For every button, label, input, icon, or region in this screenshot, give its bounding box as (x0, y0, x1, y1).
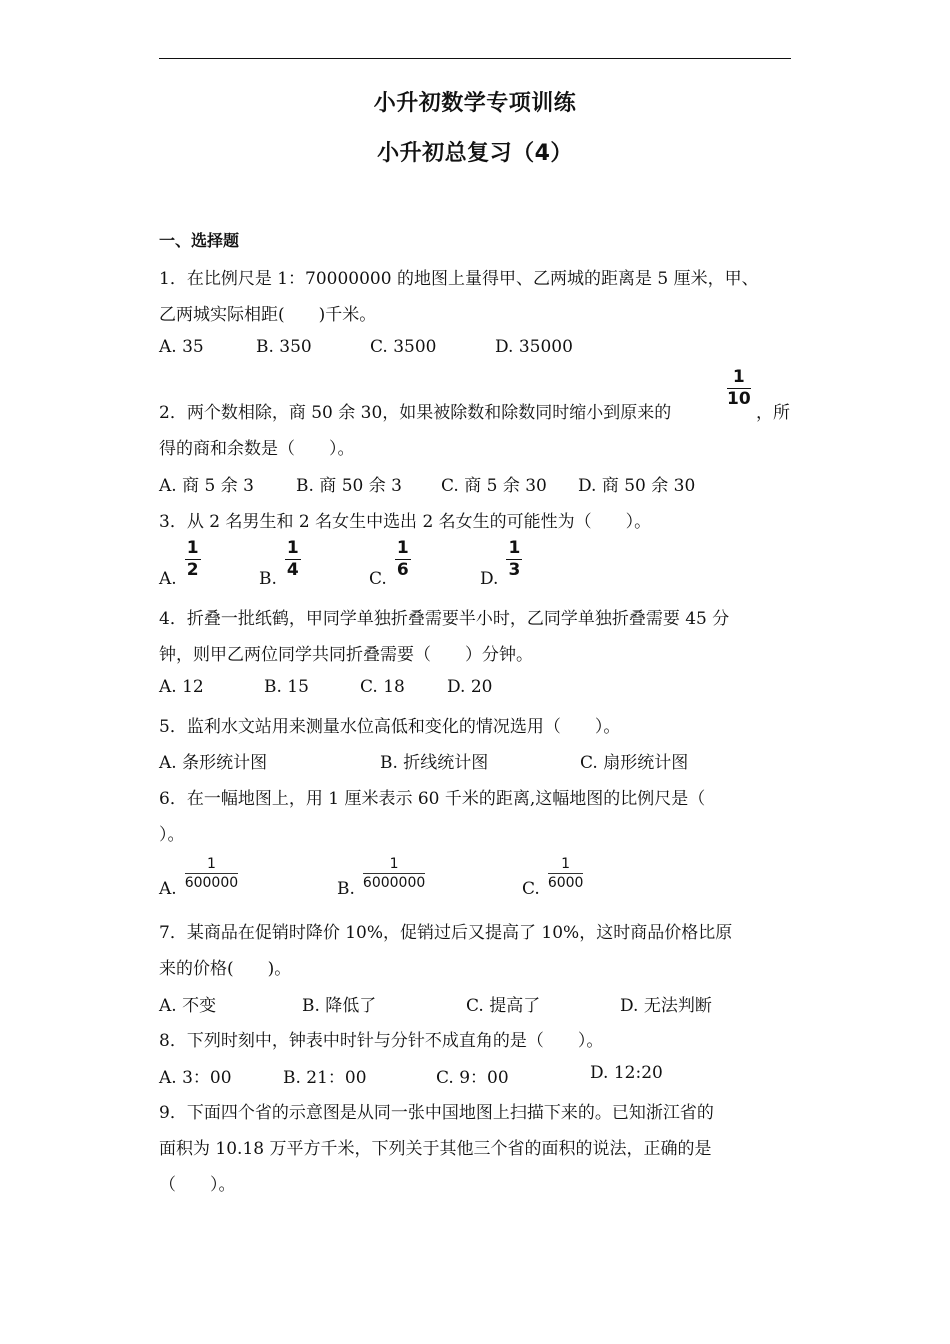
q7-option-d: D. 无法判断 (620, 996, 712, 1016)
q3-option-b-numerator: 1 (286, 538, 299, 558)
q6-option-a (159, 857, 238, 899)
q6-option-b (337, 857, 425, 899)
q2-fraction (727, 369, 751, 408)
q2-option-b: B. 商 50 余 3 (296, 476, 402, 496)
q5-text-line1: 5．监利水文站用来测量水位高低和变化的情况选用（ ）。 (159, 717, 621, 737)
q4-option-a: A. 12 (159, 677, 204, 697)
q6-option-b-numerator: 1 (363, 857, 425, 874)
q2-text-line2: 得的商和余数是（ ）。 (159, 439, 355, 459)
q7-text-line2: 来的价格( )。 (159, 959, 292, 979)
q3-option-d-letter: D. (480, 569, 499, 589)
header-rule (159, 58, 791, 59)
q3-option-d-numerator: 1 (508, 538, 521, 558)
q5-option-b: B. 折线统计图 (380, 753, 489, 773)
q7-option-b: B. 降低了 (302, 996, 377, 1016)
q7-option-a: A. 不变 (159, 996, 217, 1016)
q3-option-c (369, 540, 411, 589)
q1-option-c: C. 3500 (370, 337, 437, 357)
q3-option-c-letter: C. (369, 569, 387, 589)
q6-option-c-numerator: 1 (548, 857, 584, 874)
q3-option-b-denominator: 4 (286, 560, 299, 580)
q3-option-c-denominator: 6 (396, 560, 409, 580)
q8-option-a: A. 3：00 (159, 1068, 232, 1088)
q2-fraction-numerator: 1 (727, 369, 751, 389)
q2-option-c: C. 商 5 余 30 (441, 476, 547, 496)
q2-option-d: D. 商 50 余 30 (578, 476, 696, 496)
document-title: 小升初数学专项训练 (373, 91, 577, 116)
q2-option-a: A. 商 5 余 3 (159, 476, 254, 496)
q3-option-b (259, 540, 301, 589)
q7-text-line1: 7．某商品在促销时降价 10%，促销过后又提高了 10%，这时商品价格比原 (159, 923, 733, 943)
q9-text-line3: （ ）。 (159, 1175, 236, 1195)
q9-text-line1: 9．下面四个省的示意图是从同一张中国地图上扫描下来的。已知浙江省的 (159, 1103, 714, 1123)
q1-option-d: D. 35000 (495, 337, 573, 357)
q4-text-line2: 钟，则甲乙两位同学共同折叠需要（ ）分钟。 (159, 645, 533, 665)
q3-option-a (159, 540, 201, 589)
q6-option-a-numerator: 1 (185, 857, 238, 874)
q6-text-line1: 6．在一幅地图上，用 1 厘米表示 60 千米的距离,这幅地图的比例尺是（ (159, 789, 706, 809)
q4-option-c: C. 18 (360, 677, 405, 697)
q3-option-a-numerator: 1 (186, 538, 199, 558)
document-subtitle: 小升初总复习（4） (377, 141, 573, 166)
q5-option-a: A. 条形统计图 (159, 753, 268, 773)
q3-option-c-numerator: 1 (396, 538, 409, 558)
q8-option-c: C. 9：00 (436, 1068, 509, 1088)
q8-option-d: D. 12:20 (590, 1063, 663, 1083)
q5-option-c: C. 扇形统计图 (580, 753, 689, 773)
q2-fraction-denominator: 10 (727, 389, 751, 409)
q8-option-b: B. 21：00 (283, 1068, 367, 1088)
q4-option-d: D. 20 (447, 677, 493, 697)
q3-option-a-letter: A. (159, 569, 177, 589)
q2-text-post: ，所 (756, 403, 790, 423)
q1-option-b: B. 350 (256, 337, 312, 357)
section-heading: 一、选择题 (159, 231, 240, 250)
q6-option-a-letter: A. (159, 879, 177, 899)
q1-option-a: A. 35 (159, 337, 204, 357)
q2-text-line1 (159, 398, 671, 423)
q3-option-d-denominator: 3 (508, 560, 521, 580)
q6-option-b-letter: B. (337, 879, 355, 899)
q1-text-line2: 乙两城实际相距( )千米。 (159, 305, 377, 325)
q3-option-a-denominator: 2 (186, 560, 199, 580)
q1-text-line1: 1．在比例尺是 1：70000000 的地图上量得甲、乙两城的距离是 5 厘米，甲、 (159, 269, 759, 289)
q3-option-d (480, 540, 522, 589)
q3-text-line1: 3．从 2 名男生和 2 名女生中选出 2 名女生的可能性为（ ）。 (159, 512, 652, 532)
q6-text-line2: ）。 (159, 825, 185, 845)
q6-option-b-denominator: 6000000 (362, 875, 426, 891)
q6-option-c (522, 857, 583, 899)
q7-option-c: C. 提高了 (466, 996, 541, 1016)
q6-option-a-denominator: 600000 (184, 875, 239, 891)
q6-option-c-denominator: 6000 (547, 875, 584, 891)
q3-option-b-letter: B. (259, 569, 277, 589)
q9-text-line2: 面积为 10.18 万平方千米，下列关于其他三个省的面积的说法，正确的是 (159, 1139, 712, 1159)
q4-text-line1: 4．折叠一批纸鹤，甲同学单独折叠需要半小时，乙同学单独折叠需要 45 分 (159, 609, 730, 629)
q8-text-line1: 8．下列时刻中，钟表中时针与分针不成直角的是（ ）。 (159, 1031, 604, 1051)
q4-option-b: B. 15 (264, 677, 309, 697)
q2-text-pre: 2．两个数相除，商 50 余 30，如果被除数和除数同时缩小到原来的 (159, 403, 672, 423)
q6-option-c-letter: C. (522, 879, 540, 899)
